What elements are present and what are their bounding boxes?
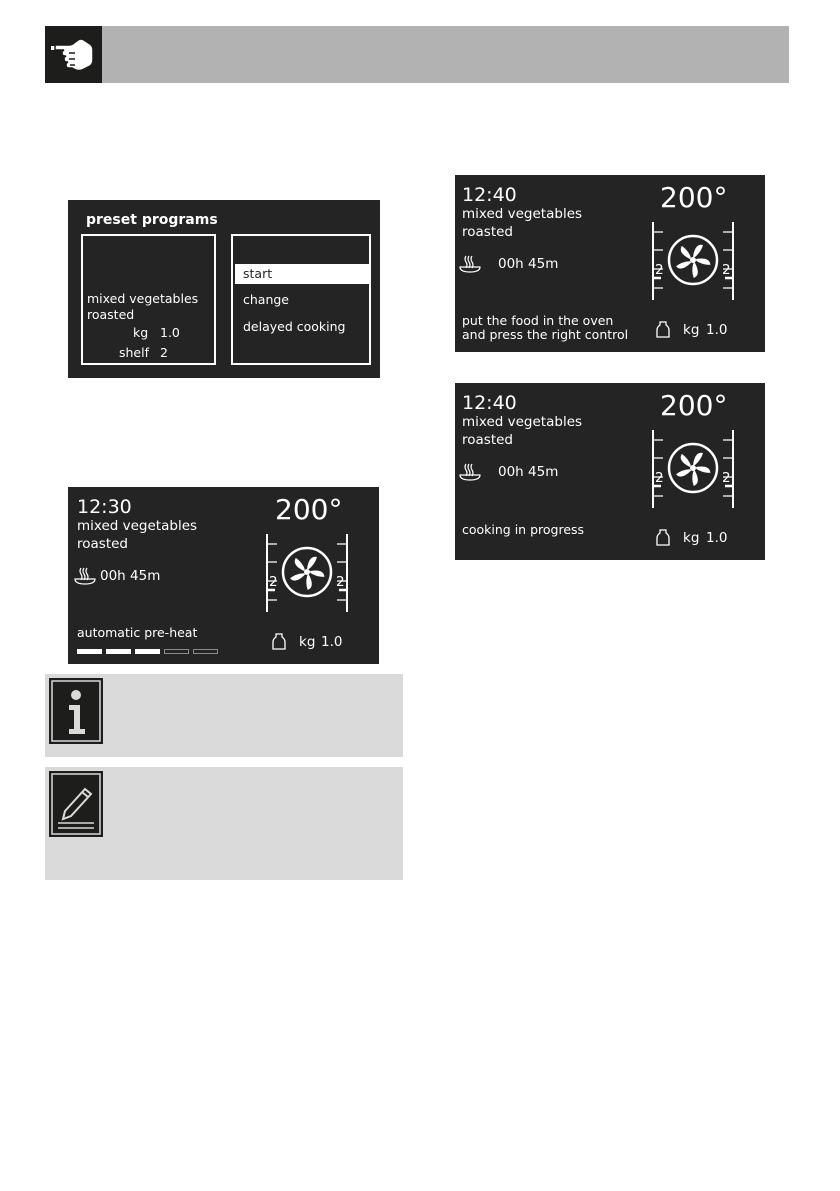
food-name-line1: mixed vegetables — [87, 291, 199, 306]
temperature-display: 200° — [275, 493, 343, 526]
progress-segment — [135, 649, 160, 654]
weight-icon — [656, 321, 670, 342]
cooking-time-icon — [459, 463, 481, 485]
weight-value: 1.0 — [706, 530, 728, 546]
screen-title: preset programs — [86, 212, 218, 228]
shelf-level-right: 2 — [722, 262, 731, 278]
shelf-level-left: 2 — [655, 470, 664, 486]
weight-icon — [656, 529, 670, 550]
weight-label: kg — [683, 530, 700, 546]
menu-item-delayed-cooking[interactable]: delayed cooking — [243, 319, 346, 334]
program-details-box — [81, 234, 216, 365]
cooking-duration: 00h 45m — [100, 568, 161, 584]
weight-label: kg — [683, 322, 700, 338]
clock-display: 12:40 — [462, 392, 517, 414]
clock-display: 12:30 — [77, 496, 132, 518]
food-name-line2: roasted — [462, 224, 513, 240]
cooking-duration: 00h 45m — [498, 256, 559, 272]
progress-segment — [106, 649, 131, 654]
shelf-level-left: 2 — [269, 574, 278, 590]
weight-value: 1.0 — [321, 634, 343, 650]
food-name-line2: roasted — [77, 536, 128, 552]
clock-display: 12:40 — [462, 184, 517, 206]
info-callout — [45, 674, 403, 757]
weight-label: kg — [299, 634, 316, 650]
preheat-screen — [68, 487, 379, 664]
temperature-display: 200° — [660, 389, 728, 422]
status-text: automatic pre-heat — [77, 625, 198, 640]
preset-programs-screen — [68, 200, 380, 378]
weight-label: kg — [133, 325, 149, 340]
food-name-line2: roasted — [87, 307, 135, 322]
status-text: cooking in progress — [462, 522, 585, 537]
progress-segment — [164, 649, 189, 654]
food-name-line1: mixed vegetables — [462, 414, 583, 430]
shelf-level-right: 2 — [722, 470, 731, 486]
food-name-line1: mixed vegetables — [77, 518, 198, 534]
put-food-screen — [455, 175, 765, 352]
cooking-time-icon — [459, 255, 481, 277]
cooking-duration: 00h 45m — [498, 464, 559, 480]
pencil-note-icon — [47, 769, 105, 839]
shelf-level-left: 2 — [655, 262, 664, 278]
info-icon — [47, 676, 105, 746]
note-callout — [45, 767, 403, 880]
cooking-time-icon — [74, 567, 96, 589]
weight-icon — [272, 633, 286, 654]
shelf-level-right: 2 — [336, 574, 345, 590]
progress-segment — [193, 649, 218, 654]
section-header-bar — [45, 26, 789, 83]
menu-item-change[interactable]: change — [243, 292, 290, 307]
weight-value: 1.0 — [706, 322, 728, 338]
preheat-progress-bar — [77, 649, 217, 654]
food-name-line2: roasted — [462, 432, 513, 448]
progress-segment — [77, 649, 102, 654]
shelf-value: 2 — [160, 345, 168, 360]
pointing-hand-icon — [45, 26, 102, 83]
program-menu-box — [231, 234, 371, 365]
menu-item-start[interactable]: start — [235, 264, 371, 284]
temperature-display: 200° — [660, 181, 728, 214]
weight-value: 1.0 — [160, 325, 180, 340]
food-name-line1: mixed vegetables — [462, 206, 583, 222]
shelf-label: shelf — [119, 345, 149, 360]
cooking-progress-screen — [455, 383, 765, 560]
status-text-line1: put the food in the oven — [462, 313, 614, 328]
status-text-line2: and press the right control — [462, 327, 629, 342]
